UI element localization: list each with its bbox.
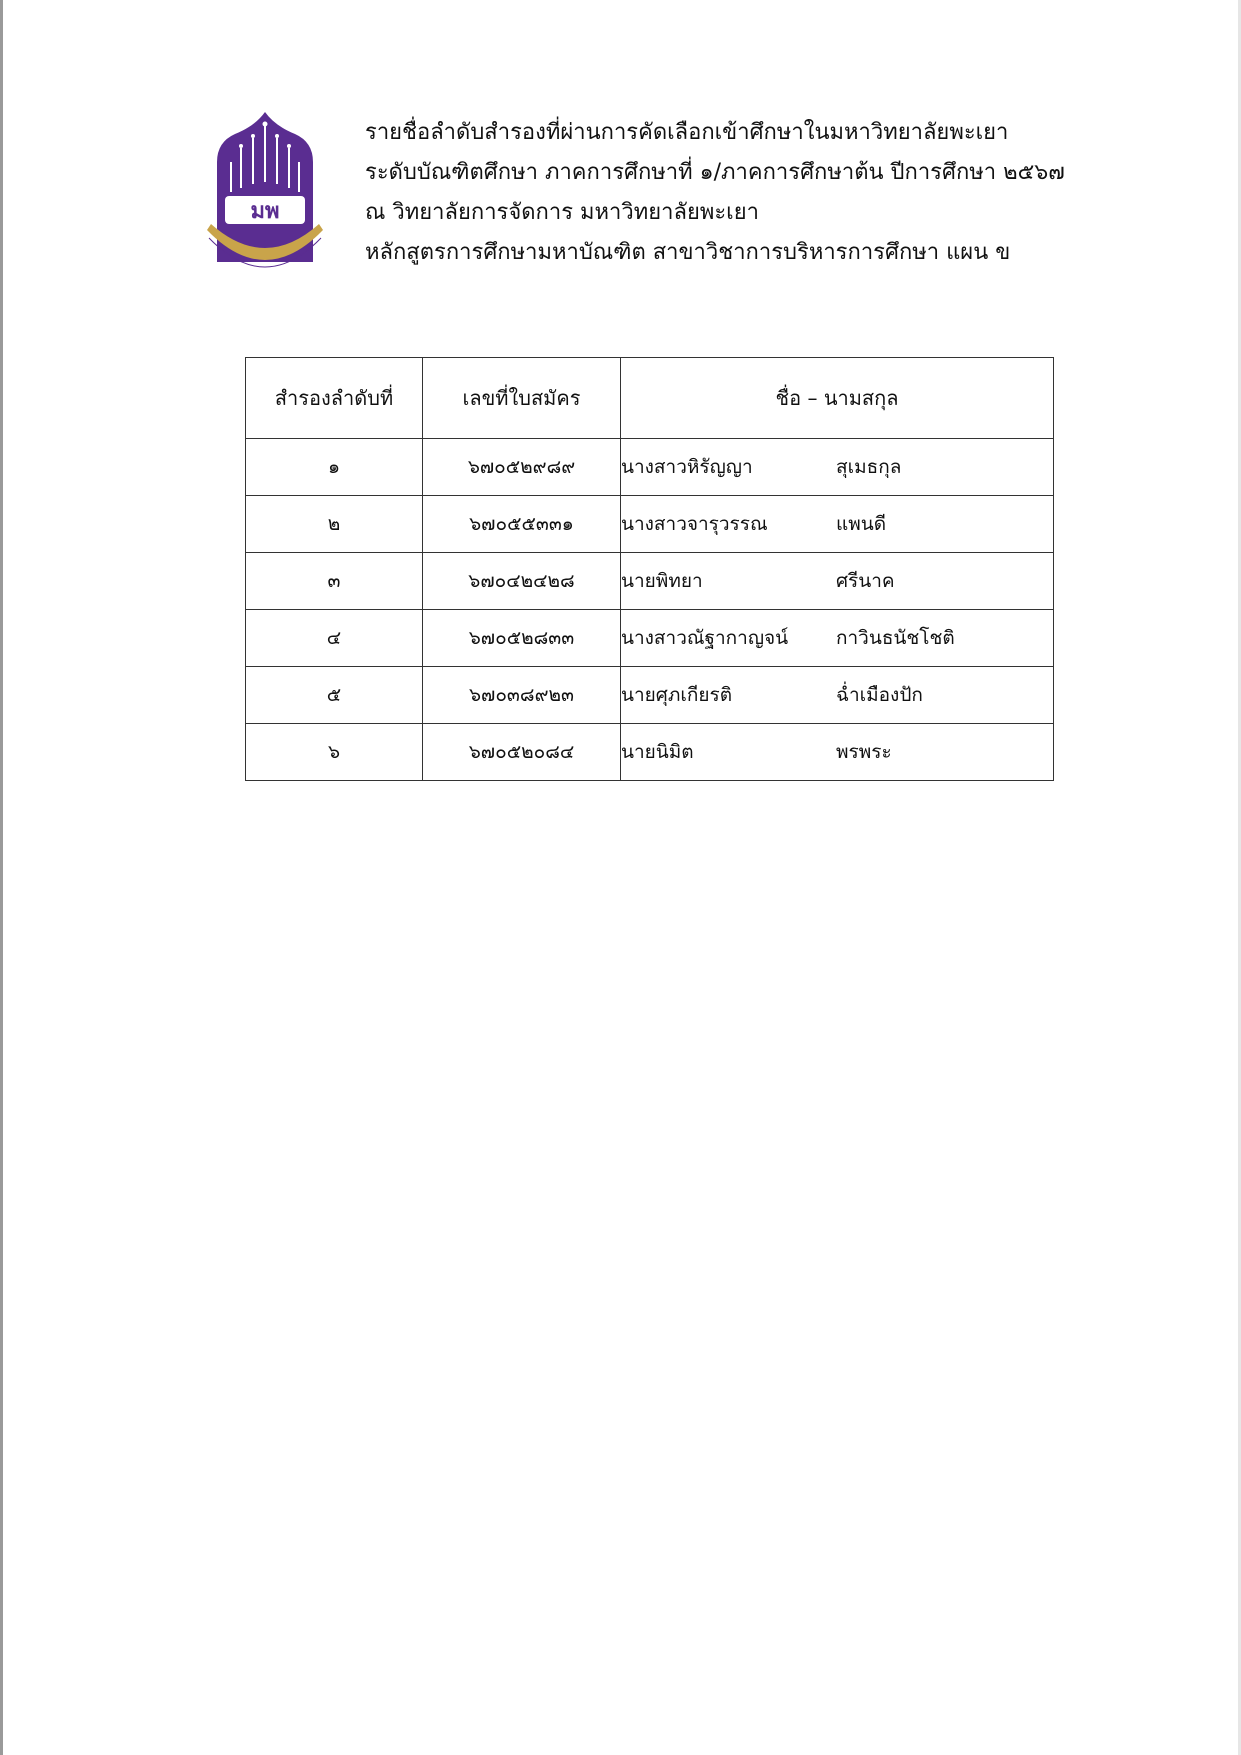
- table-row: [246, 724, 1054, 781]
- cell-full-name: [621, 667, 1054, 724]
- cell-full-name: [621, 496, 1054, 553]
- table-header-row: [246, 358, 1054, 439]
- last-name: กาวินธนัชโชติ: [836, 627, 955, 649]
- table-row: [246, 667, 1054, 724]
- university-logo: [205, 112, 325, 272]
- header-title: รายชื่อลำดับสำรองที่ผ่านการคัดเลือกเข้าศึกษาในมหาวิทยาลัยพะเยา: [365, 120, 1009, 145]
- table-row: [246, 439, 1054, 496]
- first-name: นายนิมิต: [621, 741, 694, 763]
- cell-application-number: ๖๗๐๕๒๙๘๙: [423, 439, 621, 496]
- cell-application-number: ๖๗๐๔๒๔๒๘: [423, 553, 621, 610]
- last-name: พรพระ: [836, 741, 892, 763]
- first-name: นายศุภเกียรติ: [621, 684, 733, 706]
- first-name: นางสาวจารุวรรณ: [621, 513, 768, 535]
- first-name: นางสาวหิรัญญา: [621, 456, 753, 478]
- last-name: แพนดี: [836, 513, 887, 535]
- cell-application-number: ๖๗๐๕๒๐๘๔: [423, 724, 621, 781]
- cell-full-name: [621, 724, 1054, 781]
- column-header-full-name: ชื่อ – นามสกุล: [621, 358, 1054, 439]
- table-row: [246, 553, 1054, 610]
- column-header-order: สำรองลำดับที่: [246, 358, 423, 439]
- column-header-application-number: เลขที่ใบสมัคร: [423, 358, 621, 439]
- last-name: ศรีนาค: [836, 570, 895, 592]
- cell-order: ๑: [246, 439, 423, 496]
- cell-application-number: ๖๗๐๕๒๘๓๓: [423, 610, 621, 667]
- header-program: หลักสูตรการศึกษามหาบัณฑิต สาขาวิชาการบริหารการศึกษา แผน ข: [365, 240, 1011, 265]
- first-name: นายพิทยา: [621, 570, 703, 592]
- last-name: สุเมธกุล: [836, 456, 902, 478]
- table-row: [246, 496, 1054, 553]
- cell-order: ๓: [246, 553, 423, 610]
- scan-edge-left: [0, 0, 3, 1755]
- header-college: ณ วิทยาลัยการจัดการ มหาวิทยาลัยพะเยา: [365, 200, 759, 225]
- header-level-semester: ระดับบัณฑิตศึกษา ภาคการศึกษาที่ ๑/ภาคการศึกษาต้น ปีการศึกษา ๒๕๖๗: [365, 160, 1065, 185]
- cell-application-number: ๖๗๐๓๘๙๒๓: [423, 667, 621, 724]
- cell-application-number: ๖๗๐๕๕๓๓๑: [423, 496, 621, 553]
- cell-full-name: [621, 553, 1054, 610]
- reserve-list-table: [245, 357, 1054, 781]
- university-seal-icon: [205, 112, 325, 272]
- cell-order: ๔: [246, 610, 423, 667]
- table-row: [246, 610, 1054, 667]
- cell-full-name: [621, 610, 1054, 667]
- document-header: [365, 113, 1205, 273]
- cell-full-name: [621, 439, 1054, 496]
- cell-order: ๕: [246, 667, 423, 724]
- last-name: ฉ่ำเมืองปัก: [836, 684, 923, 706]
- svg-text:มพ: มพ: [250, 198, 280, 224]
- first-name: นางสาวณัฐากาญจน์: [621, 627, 789, 649]
- cell-order: ๖: [246, 724, 423, 781]
- cell-order: ๒: [246, 496, 423, 553]
